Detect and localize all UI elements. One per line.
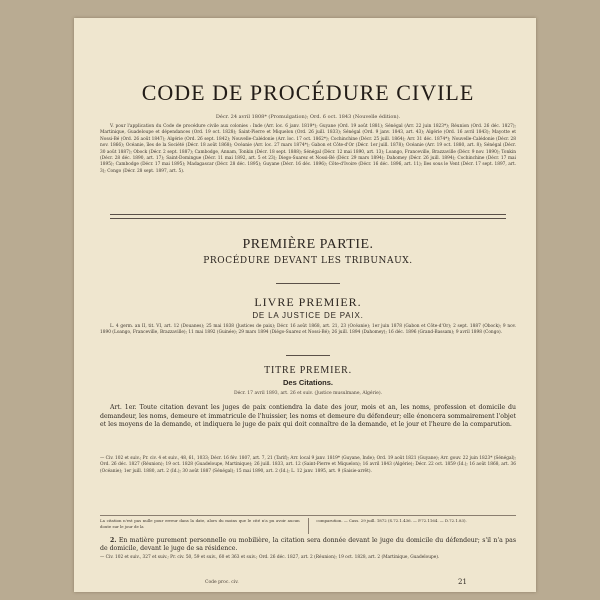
code-title: CODE DE PROCÉDURE CIVILE: [141, 80, 475, 105]
book-page: [74, 18, 536, 592]
titre-subtitle: Des Citations.: [282, 378, 333, 387]
livre-rule: [286, 355, 330, 356]
footnote-rule: [100, 515, 516, 516]
intro-paragraph: V. pour l'application du Code de procédure civile aux colonies : Inde (Arr. loc. 6 janv. 1819*); Guyane (Ord. 19 août 1881); Sénégal (Arr. 22 juin 1823*); Réunion (Ord. 26 déc. 1827); Martinique, Guadeloupe et dépendances (Ord. 19 oct. 1828); Saint-Pierre et Miquelon (Ord. 26 juill. 1833); Sénégal (Ord. 9 janv. 1843, art. 43); Algérie (Ord. 16 avril 1843); Mayotte et Nossi-Bé (Ord. 26 août 1847); Algérie (Ord. 26 sept. 1842); Nouvelle-Calédonie (Arr. loc. 17 oct. 1862*); Cochinchine (Décr. 25 juill. 1864); Arr. 31 déc. 1874*); Nouvelle-Calédonie (Décr. 28 nov. 1866); Océanie, îles de la Société (Décr. 18 août 1868); Océanie (Arr. loc. 27 mars 1874*); Gabon et Côte-d'Or (Décr. 1er juill. 1878); Océanie (Arr. 19 oct. 1880, art. 8); Sénégal (Décr. 30 août 1887); Obock (Décr. 2 sept. 1887); Cambodge, Annam, Tonkin (Décr. 18 sept. 1888); Sénégal (Décr. 12 mai 1890, art. 13); Loango, Franceville, Brazzaville (Décr. 9 nov. 1890); Tonkin (Décr. 28 déc. 1890, art. 17); Saint-Domingue (Décr. 11 mai 1892, art. 5 et 23); Diego-Suarez et Nossi-Bé (Décr. 29 mars 1894); Dahomey (Décr. 26 juill. 1894); Cochinchine (Décr. 17 mai 1895); Cambodge (Décr. 17 mai 1895); Madagascar (Décr. 28 déc. 1895); Guyane (Décr. 16 déc. 1896); Côte-d'Ivoire (Décr. 16 déc. 1896, art. 11); Iles sous le Vent (Décr. 17 sept. 1897, art. 3); Congo (Décr. 28 sept. 1897, art. 5).: [100, 124, 516, 174]
footnote-column-divider: [308, 518, 309, 534]
part-subtitle: PROCÉDURE DEVANT LES TRIBUNAUX.: [203, 256, 413, 266]
titre-decree: Décr. 17 avril 1893, art. 26 et suiv. (Justice musulmane, Algérie).: [233, 391, 383, 396]
livre-title: LIVRE PREMIER.: [254, 295, 362, 309]
livre-note: L. 4 germ. an II, tit. VI, art. 12 (Douanes); 25 mai 1838 (Justices de paix); Décr. 16 août 1868, art. 21, 23 (Océanie); 1er juin 1878 (Gabon et Côte-d'Or); 2 sept. 1887 (Obock); 9 nov. 1890 (Loango, Franceville, Brazzaville); 11 mai 1892 (Guinée); 29 mars 1894 (Diégo-Suarez et Nossi-Bé); 26 juill. 1894 (Dahomey); 16 déc. 1896 (Grand-Bassam); 9 avril 1898 (Congo).: [100, 324, 516, 336]
part-rule: [276, 283, 340, 284]
livre-subtitle: DE LA JUSTICE DE PAIX.: [252, 311, 364, 320]
page-signature: 21: [458, 578, 467, 586]
part-title: PREMIÈRE PARTIE.: [242, 237, 374, 252]
footer-code-label: Code proc. civ.: [205, 580, 239, 585]
footnote-left: La citation n'est pas nulle pour erreur dans la date, alors du moins que le cité n'a pu avoir aucun doute sur le jour de la: [100, 518, 300, 529]
article-2: [100, 537, 516, 554]
section-divider: [110, 214, 506, 219]
code-decree: Décr. 24 avril 1808* (Promulgation); Ord. 6 oct. 1843 (Nouvelle édition).: [215, 114, 401, 120]
titre-title: TITRE PREMIER.: [264, 365, 352, 376]
article-2-notes: — Civ. 102 et suiv., 327 et suiv.; Pr. civ. 50, 59 et suiv., 60 et 363 et suiv.; Ord. 26 déc. 1827, art. 2 (Réunion); 19 oct. 1828, art. 2 (Martinique, Guadeloupe).: [100, 555, 440, 560]
article-1: [100, 404, 516, 430]
article-1-label: Art. 1er.: [110, 404, 137, 411]
article-2-label: 2.: [110, 537, 117, 544]
article-2-text: En matière purement personnelle ou mobilière, la citation sera donnée devant le juge du domicile du défendeur; s'il n'a pas de domicile, devant le juge de sa résidence.: [100, 537, 517, 553]
article-1-text: Toute citation devant les juges de paix contiendra la date des jour, mois et an, les noms, profession et domicile du demandeur, les noms, demeure et immatricule de l'huissier, les noms et demeure du défendeur; elle énoncera sommairement l'objet et les moyens de la demande, et indiquera le juge de paix qui doit connaître de la demande, et le jour et l'heure de la comparution.: [100, 404, 517, 429]
article-1-notes: — Civ. 102 et suiv.; Pr. civ. 4 et suiv., 48, 61, 1033; Décr. 16 fév. 1807, art. 7, 21 (Tarif); Arr. local 9 janv. 1819* (Guyane, Inde); Ord. 19 août 1821 (Guyane); Arr. gouv. 22 juin 1823* (Sénégal); Ord. 26 déc. 1827 (Réunion); 19 oct. 1828 (Guadeloupe, Martinique); 26 juill. 1833, art. 12 (Saint-Pierre et Miquelon); 16 avril 1843 (Algérie); Décr. 22 oct. 1859 (Id.); 16 août 1868, art. 36 (Océanie); 1er juill. 1880, art. 2 (Id.); 30 août 1887 (Sénégal); 15 mai 1890, art. 2 (Id.); L. 12 janv. 1895, art. 9 (Saisie-arrêt).: [100, 456, 516, 474]
footnote-right: comparution. — Cass. 29 juill. 1872 (S.72.1.436. — P.72.1164. — D.72.1.83).: [316, 518, 467, 523]
